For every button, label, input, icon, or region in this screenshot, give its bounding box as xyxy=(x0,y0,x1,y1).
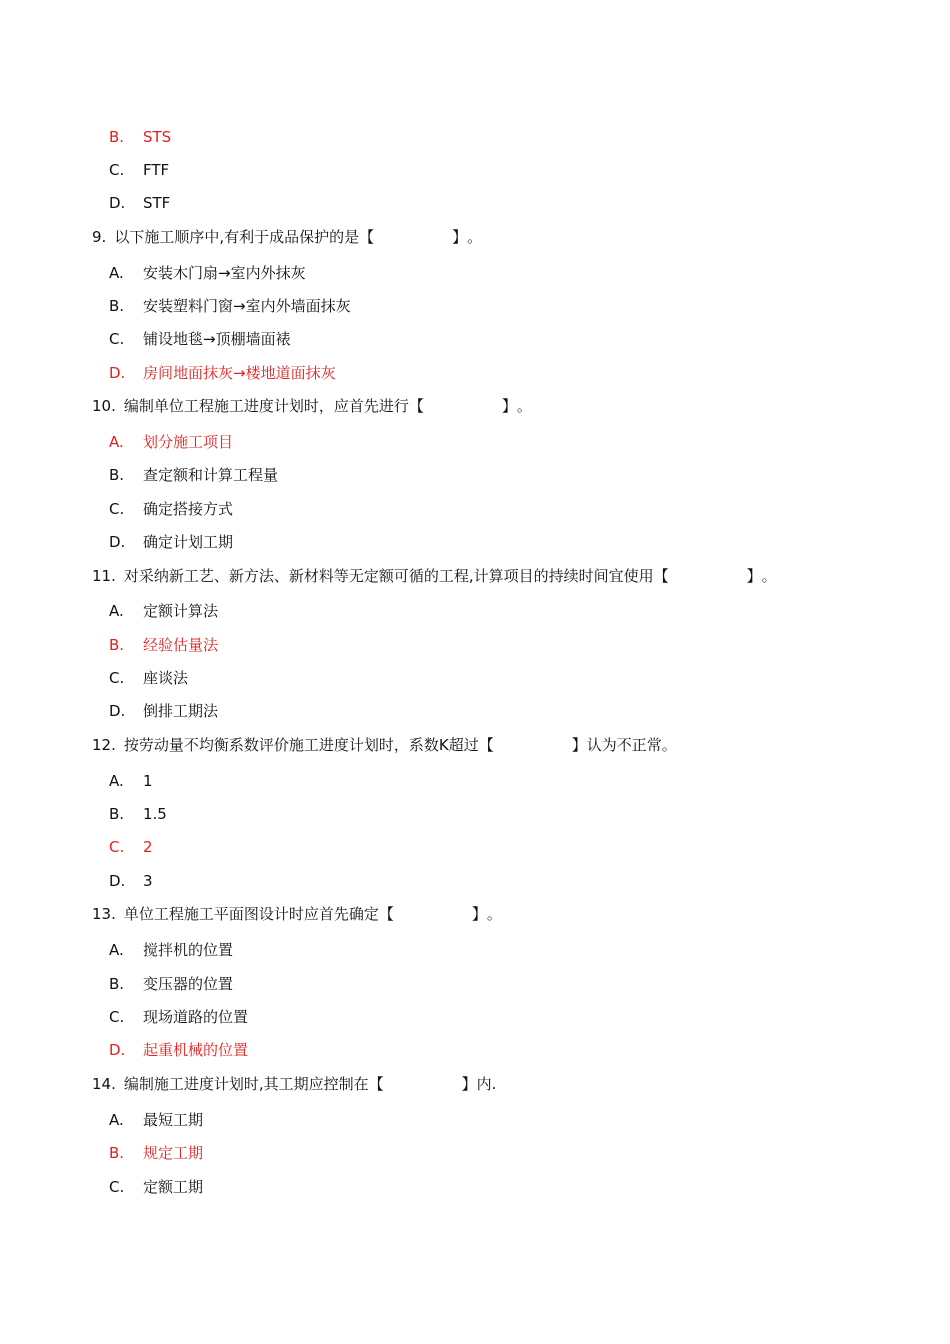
answer-option xyxy=(109,1110,203,1130)
option-label: C. xyxy=(109,1008,125,1026)
option-label: A. xyxy=(109,433,124,451)
question-text: 单位工程施工平面图设计时应首先确定 xyxy=(123,905,379,923)
question-number: 12. xyxy=(92,736,116,754)
blank-open-bracket: 【 xyxy=(359,228,375,246)
question-number: 11. xyxy=(92,567,116,585)
option-text: 现场道路的位置 xyxy=(143,1008,249,1026)
blank-open-bracket: 【 xyxy=(378,905,394,923)
answer-option xyxy=(109,635,218,655)
answer-option xyxy=(109,363,336,383)
option-label: C. xyxy=(109,330,125,348)
answer-option xyxy=(109,160,169,180)
option-text: 安装木门扇→室内外抹灰 xyxy=(143,264,306,282)
question-suffix: 认为不正常。 xyxy=(586,736,677,754)
option-label: B. xyxy=(109,975,125,993)
option-text: 座谈法 xyxy=(143,669,189,687)
option-text: 规定工期 xyxy=(143,1144,204,1162)
option-label: B. xyxy=(109,297,125,315)
option-text: STF xyxy=(143,194,171,212)
blank-open-bracket: 【 xyxy=(368,1075,384,1093)
answer-option xyxy=(109,701,218,721)
question-suffix: 。 xyxy=(516,397,532,415)
blank-open-bracket: 【 xyxy=(478,736,494,754)
question-suffix: 。 xyxy=(486,905,502,923)
option-text: 安装塑料门窗→室内外墙面抹灰 xyxy=(143,297,351,315)
option-text: 搅拌机的位置 xyxy=(143,941,234,959)
option-label: B. xyxy=(109,128,125,146)
question-number: 13. xyxy=(92,905,116,923)
question-suffix: 。 xyxy=(467,228,483,246)
answer-option xyxy=(109,940,233,960)
question-text: 编制单位工程施工进度计划时，应首先进行 xyxy=(123,397,409,415)
question-number: 9. xyxy=(92,228,107,246)
blank-close-bracket: 】 xyxy=(571,736,587,754)
option-label: C. xyxy=(109,669,125,687)
option-text: 起重机械的位置 xyxy=(143,1041,249,1059)
answer-option xyxy=(109,974,233,994)
answer-option xyxy=(109,871,153,891)
blank-close-bracket: 】 xyxy=(461,1075,477,1093)
question-suffix: 内. xyxy=(476,1075,497,1093)
blank-close-bracket: 】 xyxy=(452,228,468,246)
answer-option xyxy=(109,193,170,213)
answer-option xyxy=(109,532,233,552)
option-label: C. xyxy=(109,161,125,179)
blank-close-bracket: 】 xyxy=(501,397,517,415)
question-text: 编制施工进度计划时,其工期应控制在 xyxy=(123,1075,369,1093)
option-label: D. xyxy=(109,364,126,382)
option-label: A. xyxy=(109,264,124,282)
blank-open-bracket: 【 xyxy=(653,567,669,585)
option-text: 确定计划工期 xyxy=(143,533,234,551)
option-text: 房间地面抹灰→楼地道面抹灰 xyxy=(143,364,336,382)
answer-option xyxy=(109,1177,203,1197)
option-text: FTF xyxy=(143,161,170,179)
option-label: D. xyxy=(109,194,126,212)
question-text: 以下施工顺序中,有利于成品保护的是 xyxy=(114,228,360,246)
option-text: 经验估量法 xyxy=(143,636,219,654)
option-text: 2 xyxy=(143,838,153,856)
option-text: STS xyxy=(143,128,172,146)
question-text: 对采纳新工艺、新方法、新材料等无定额可循的工程,计算项目的持续时间宜使用 xyxy=(123,567,654,585)
blank-open-bracket: 【 xyxy=(408,397,424,415)
option-text: 定额计算法 xyxy=(143,602,219,620)
answer-option xyxy=(109,1007,248,1027)
blank-close-bracket: 】 xyxy=(746,567,762,585)
question-stem xyxy=(92,396,532,416)
option-label: C. xyxy=(109,1178,125,1196)
option-text: 确定搭接方式 xyxy=(143,500,234,518)
question-stem xyxy=(92,227,482,247)
question-suffix: 。 xyxy=(761,567,777,585)
answer-option xyxy=(109,771,153,791)
question-number: 14. xyxy=(92,1075,116,1093)
answer-option xyxy=(109,668,188,688)
option-text: 查定额和计算工程量 xyxy=(143,466,279,484)
option-text: 1.5 xyxy=(143,805,167,823)
option-label: D. xyxy=(109,533,126,551)
option-text: 1 xyxy=(143,772,153,790)
question-stem xyxy=(92,1074,496,1094)
answer-option xyxy=(109,1143,203,1163)
option-text: 定额工期 xyxy=(143,1178,204,1196)
option-text: 3 xyxy=(143,872,153,890)
option-label: D. xyxy=(109,872,126,890)
answer-option xyxy=(109,804,167,824)
option-label: B. xyxy=(109,636,125,654)
option-text: 变压器的位置 xyxy=(143,975,234,993)
option-label: B. xyxy=(109,805,125,823)
option-label: B. xyxy=(109,466,125,484)
option-label: C. xyxy=(109,500,125,518)
option-label: B. xyxy=(109,1144,125,1162)
option-text: 倒排工期法 xyxy=(143,702,219,720)
blank-close-bracket: 】 xyxy=(471,905,487,923)
answer-option xyxy=(109,296,351,316)
option-label: D. xyxy=(109,1041,126,1059)
answer-option xyxy=(109,499,233,519)
option-label: C. xyxy=(109,838,125,856)
answer-option xyxy=(109,329,291,349)
option-label: A. xyxy=(109,941,124,959)
option-label: A. xyxy=(109,602,124,620)
answer-option xyxy=(109,263,306,283)
question-text: 按劳动量不均衡系数评价施工进度计划时，系数K超过 xyxy=(123,736,479,754)
option-label: A. xyxy=(109,772,124,790)
question-number: 10. xyxy=(92,397,116,415)
option-text: 最短工期 xyxy=(143,1111,204,1129)
option-text: 铺设地毯→顶棚墙面裱 xyxy=(143,330,291,348)
answer-option xyxy=(109,432,233,452)
answer-option xyxy=(109,601,218,621)
question-stem xyxy=(92,566,777,586)
option-text: 划分施工项目 xyxy=(143,433,234,451)
answer-option xyxy=(109,465,278,485)
answer-option xyxy=(109,127,171,147)
option-label: D. xyxy=(109,702,126,720)
question-stem xyxy=(92,904,502,924)
option-label: A. xyxy=(109,1111,124,1129)
answer-option xyxy=(109,837,153,857)
answer-option xyxy=(109,1040,248,1060)
question-stem xyxy=(92,735,677,755)
